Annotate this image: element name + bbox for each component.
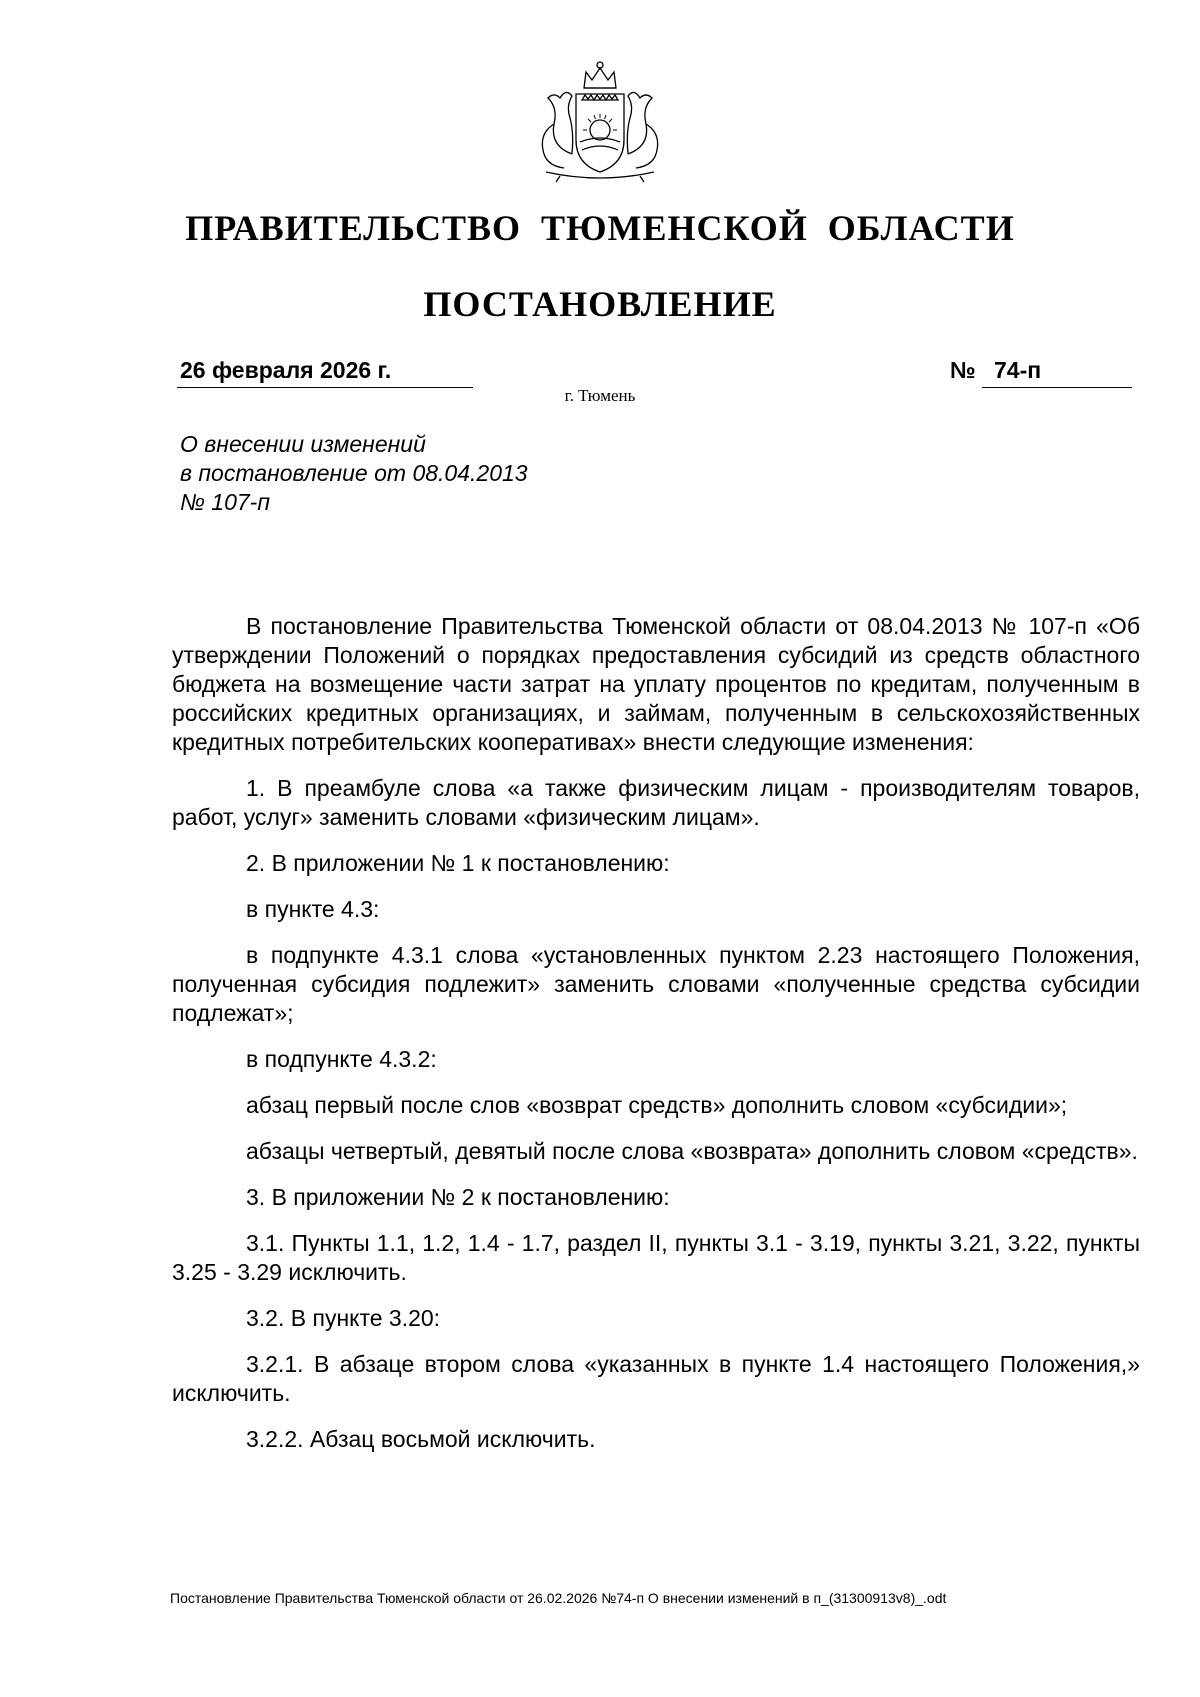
city-name: г. Тюмень	[564, 386, 636, 405]
body-paragraph: в пункте 4.3:	[246, 896, 380, 922]
document-date-field	[177, 357, 473, 388]
body-paragraph: в подпункте 4.3.1 слова «установленных пунктом 2.23 настоящего Положения, полученная субсидия подлежит» заменить словами «полученные средства субсидии подлежат»;	[172, 942, 1140, 1026]
coat-of-arms-icon	[520, 58, 680, 184]
document-number: 74-п	[994, 357, 1042, 383]
body-paragraph: 3. В приложении № 2 к постановлению:	[246, 1184, 670, 1210]
body-paragraph: абзацы четвертый, девятый после слова «возврата» дополнить словом «средств».	[246, 1138, 1138, 1164]
page-footer: Постановление Правительства Тюменской области от 26.02.2026 №74-п О внесении изменений в п_(31300913v8)_.odt	[170, 1590, 947, 1606]
document-number-field	[982, 357, 1132, 388]
body-paragraph: 3.2.2. Абзац восьмой исключить.	[246, 1426, 596, 1452]
organization-title: ПРАВИТЕЛЬСТВО ТЮМЕНСКОЙ ОБЛАСТИ	[185, 208, 1015, 248]
body-paragraph: абзац первый после слов «возврат средств» дополнить словом «субсидии»;	[246, 1092, 1068, 1118]
body-paragraph: в подпункте 4.3.2:	[246, 1046, 437, 1072]
document-subject	[180, 430, 680, 517]
subject-line: № 107-п	[180, 489, 270, 515]
subject-line: в постановление от 08.04.2013	[180, 460, 528, 486]
body-paragraph: В постановление Правительства Тюменской области от 08.04.2013 № 107-п «Об утверждении Положений о порядках предоставления субсидий из средств областного бюджета на возмещение части затрат на уплату процентов по кредитам, полученным в российских кредитных организациях, и займам, полученным в сельскохозяйственных кредитных потребительских кооперативах» внести следующие изменения:	[172, 613, 1140, 755]
document-date: 26 февраля 2026 г.	[180, 357, 392, 383]
body-paragraph: 2. В приложении № 1 к постановлению:	[246, 850, 670, 876]
body-paragraph: 3.2.1. В абзаце втором слова «указанных в пункте 1.4 настоящего Положения,» исключить.	[172, 1351, 1140, 1406]
document-body	[172, 612, 1140, 1471]
body-paragraph: 3.2. В пункте 3.20:	[246, 1305, 441, 1331]
subject-line: О внесении изменений	[180, 431, 426, 457]
body-paragraph: 3.1. Пункты 1.1, 1.2, 1.4 - 1.7, раздел II, пункты 3.1 - 3.19, пункты 3.21, 3.22, пункты 3.25 - 3.29 исключить.	[172, 1230, 1140, 1285]
document-type: ПОСТАНОВЛЕНИЕ	[423, 284, 777, 324]
document-number-label: №	[950, 357, 976, 383]
body-paragraph: 1. В преамбуле слова «а также физическим лицам - производителям товаров, работ, услуг» заменить словами «физическим лицам».	[172, 775, 1140, 830]
